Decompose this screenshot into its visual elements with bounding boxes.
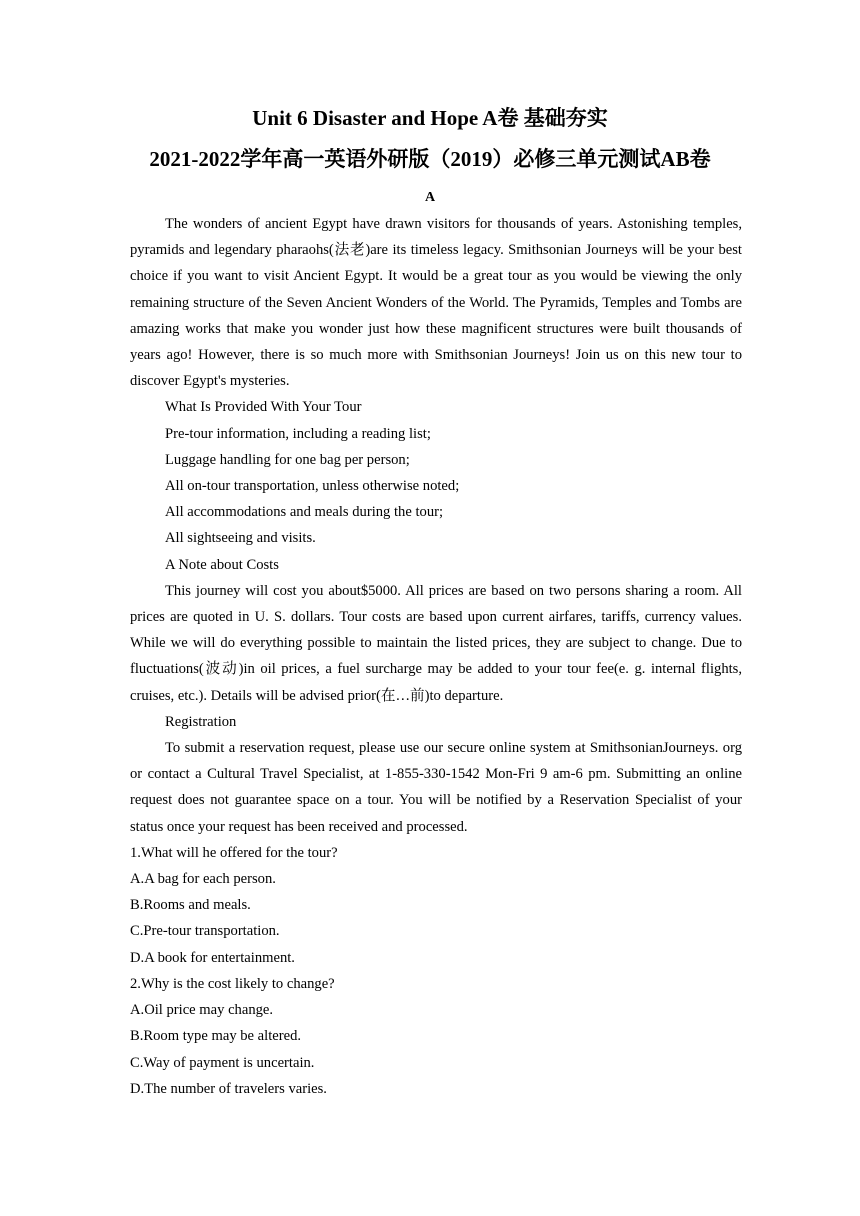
intro-paragraph: The wonders of ancient Egypt have drawn visitors for thousands of years. Astonishing temples, pyramids and legendary pharaohs(法老)are its timeless legacy. Smithsonian Journeys will be your best choice if you want to visit Ancient Egypt. It would be a great tour as you would be viewing the only remaining structure of the Seven Ancient Wonders of the World. The Pyramids, Temples and Tombs are amazing works that make you wonder just how these magnificent structures were built thousands of years ago! However, there is so much more with Smithsonian Journeys! Join us on this new tour to discover Egypt's mysteries.	[130, 216, 742, 390]
question-stem: 2.Why is the cost likely to change?	[130, 975, 335, 992]
answer-option: A.Oil price may change.	[130, 1002, 274, 1019]
answer-option: B.Room type may be altered.	[130, 1028, 302, 1045]
registration-paragraph: To submit a reservation request, please use our secure online system at SmithsonianJourneys. org or contact a Cultural Travel Specialist, at 1-855-330-1542 Mon-Fri 9 am-6 pm. Submitting an online request does not guarantee space on a tour. You will be notified by a Reservation Specialist of your status once your request has been received and processed.	[130, 740, 742, 835]
answer-option: D.The number of travelers varies.	[130, 1080, 327, 1097]
answer-option: C.Pre-tour transportation.	[130, 923, 280, 940]
question-stem: 1.What will he offered for the tour?	[130, 844, 338, 861]
answer-option: A.A bag for each person.	[130, 871, 276, 888]
costs-heading: A Note about Costs	[165, 556, 279, 573]
section-label: A	[424, 190, 436, 205]
registration-heading: Registration	[165, 713, 237, 730]
provided-item: All sightseeing and visits.	[165, 530, 316, 547]
answer-option: D.A book for entertainment.	[130, 949, 295, 966]
passage-body	[130, 211, 742, 1102]
answer-option: B.Rooms and meals.	[130, 897, 251, 914]
provided-heading: What Is Provided With Your Tour	[165, 399, 362, 416]
document-subtitle: 2021-2022学年高一英语外研版（2019）必修三单元测试AB卷	[149, 147, 711, 171]
provided-item: Luggage handling for one bag per person;	[165, 451, 410, 468]
provided-item: Pre-tour information, including a reading list;	[165, 425, 431, 442]
answer-option: C.Way of payment is uncertain.	[130, 1054, 315, 1071]
provided-item: All on-tour transportation, unless otherwise noted;	[165, 478, 460, 495]
costs-paragraph: This journey will cost you about$5000. All prices are based on two persons sharing a room. All prices are quoted in U. S. dollars. Tour costs are based upon current airfares, tariffs, currency values. While we will do everything possible to maintain the listed prices, they are subject to change. Due to fluctuations(波动)in oil prices, a fuel surcharge may be added to your tour fee(e. g. internal flights, cruises, etc.). Details will be advised prior(在…前)to departure.	[130, 582, 742, 704]
provided-item: All accommodations and meals during the tour;	[165, 504, 444, 521]
document-title: Unit 6 Disaster and Hope A卷 基础夯实	[252, 106, 608, 130]
